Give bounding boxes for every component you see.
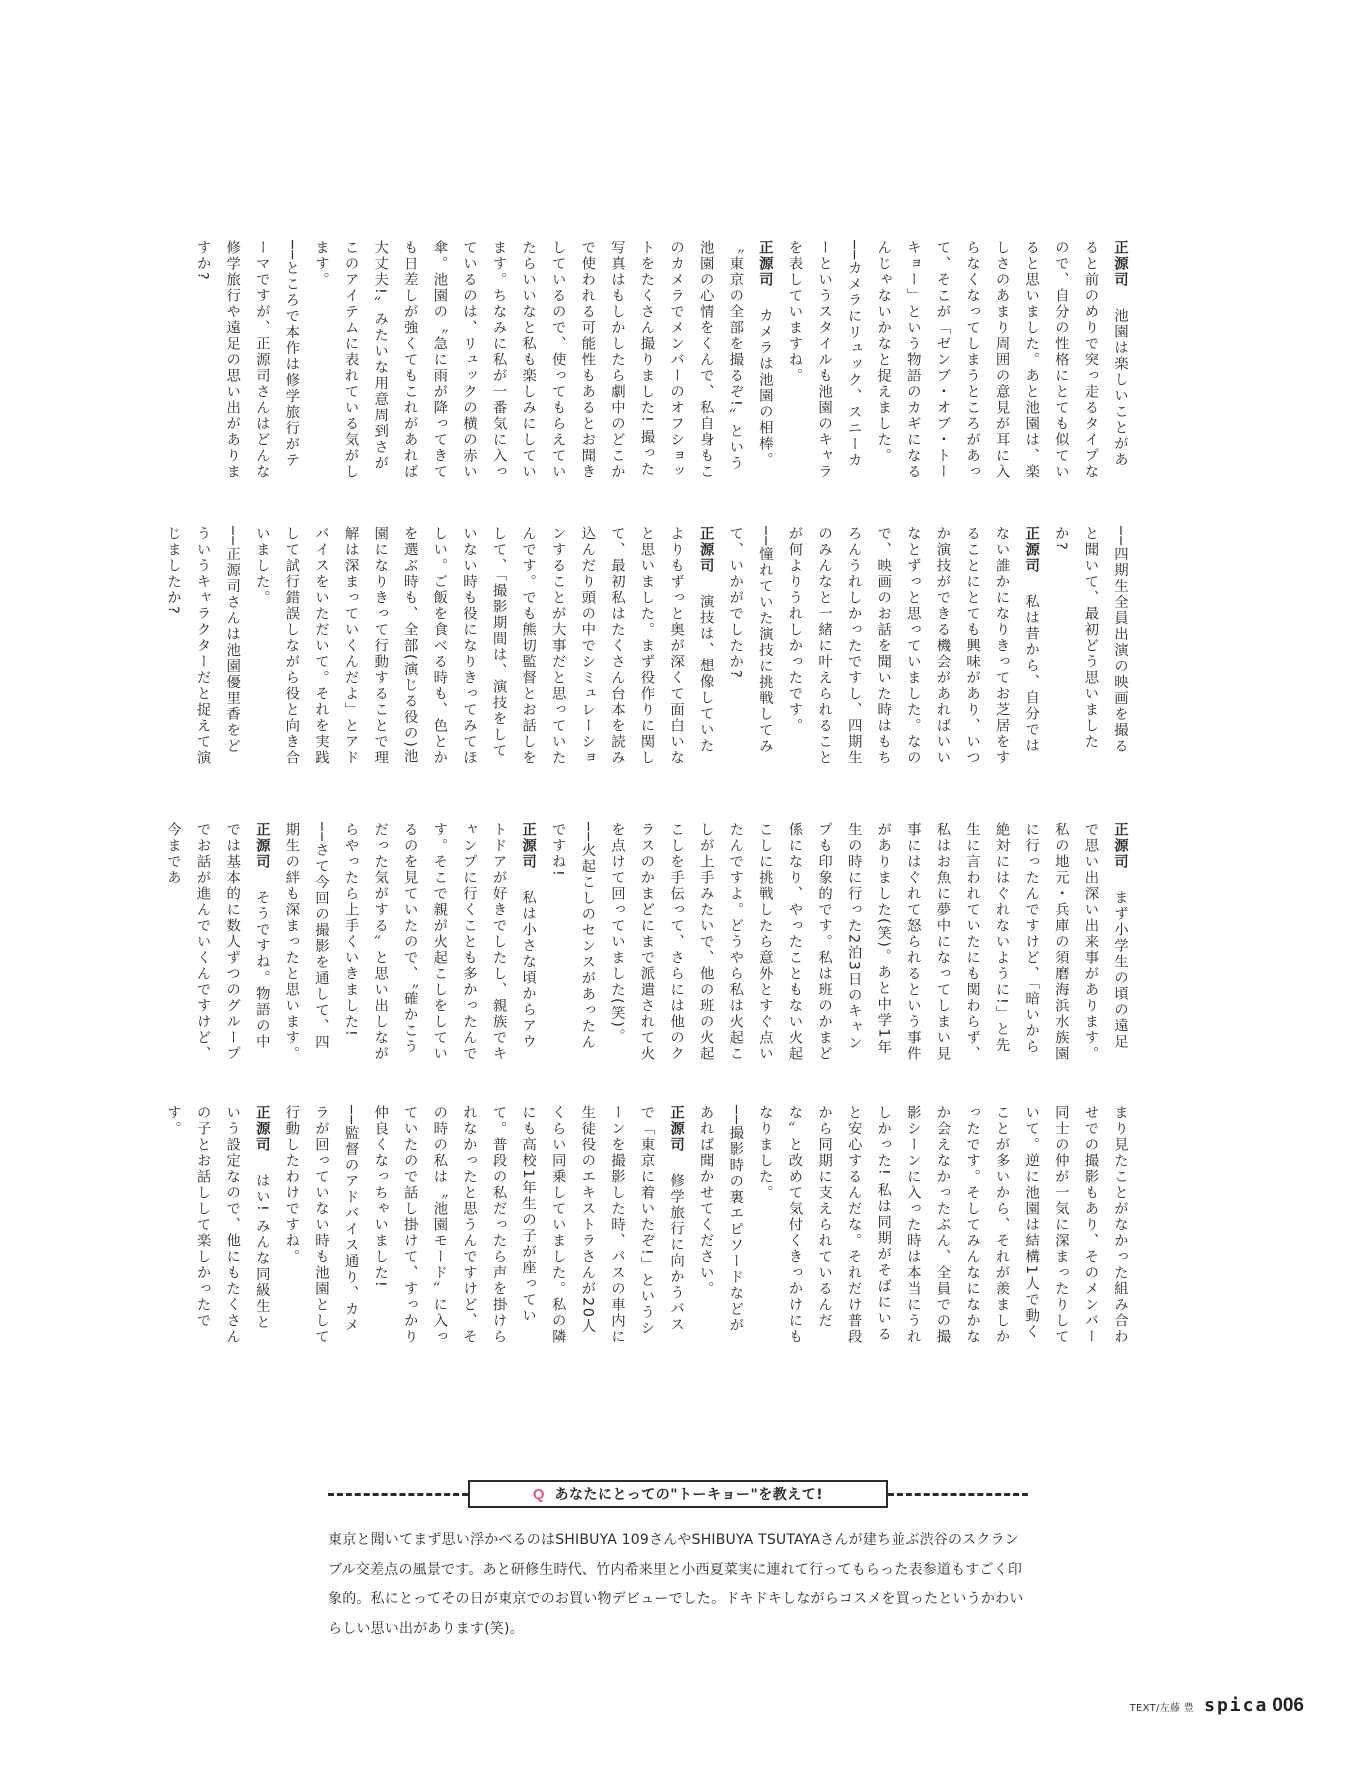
qa-title-box — [468, 1480, 888, 1508]
speaker-label: 正源司 — [668, 1105, 685, 1153]
interview-tier-2 — [165, 526, 1134, 766]
speaker-paragraph — [157, 1105, 275, 1345]
question-paragraph: ──憧れていた演技に挑戦してみて、いかがでしたか? — [727, 526, 773, 755]
question-paragraph: ──火起こしのセンスがあったんですね! — [549, 822, 596, 1051]
speaker-paragraph — [335, 822, 542, 1062]
speaker-paragraph — [868, 240, 1134, 480]
speaker-paragraph — [246, 526, 720, 766]
question-paragraph: ──監督のアドバイス通り、カメラが回っていない時も池園として行動したわけですね。 — [283, 1105, 359, 1345]
speaker-label: 正源司 — [1023, 526, 1040, 574]
question-paragraph: ──正源司さんは池園優里香をどういうキャラクターだと捉えて演じましたか? — [165, 526, 241, 766]
interview-tier-3 — [165, 822, 1134, 1062]
dashed-rule-right — [888, 1493, 1028, 1496]
speaker-paragraph — [365, 1105, 691, 1345]
question-paragraph: ──カメラにリュック、スニーカーというスタイルも池園のキャラを表していますね。 — [786, 240, 862, 480]
speaker-label: 正源司 — [253, 822, 270, 870]
answer-text: 修学旅行に向かうバスで「東京に着いたぞ!」というシーンを撮影した時、バスの車内に生徒役のエキストラさんが20人くらい同乗していました。私の隣にも高校1年生の子が座っていて。普段の私だったら声を掛けられなかったと思うんですけど、その時の私は〝池園モード〟に入っていたので話し掛けて、すっかり仲良くなっちゃいました! — [372, 1105, 685, 1345]
speaker-label: 正源司 — [520, 822, 537, 870]
answer-text: まり見たことがなかった組み合わせでの撮影もあり、そのメンバー同士の仲が一気に深まったりしていて。逆に池園は結構1人で動くことが多いから、それが羨ましかったです。そしてみんなになかなか会えなかったぶん、全員での撮影シーンに入った時は本当にうれしかった! 私は同期がそばにいると安心するんだな。それだけ普段から同期に支えられているんだな〟と改めて気付くきっかけにもなりました。 — [756, 1105, 1128, 1345]
answer-text: 私は小さな頃からアウトドアが好きでしたし、親族でキャンプに行くことも多かったんです。そこで親が火起こしをしているのを見ていたので、〝確かこうだった気がする〟と思い出しながらやったら上手くいきました! — [342, 822, 537, 1062]
qa-title: あなたにとっての"トーキョー"を教えて! — [554, 1487, 824, 1503]
speaker-label: 正源司 — [1112, 822, 1128, 870]
answer-text: そうですね。物語の中では基本的に数人ずつのグループでお話が進んでいくんですけど、今まであ — [165, 822, 270, 1062]
text-credit: TEXT/左藤 豊 — [1129, 1703, 1195, 1714]
interview-tier-1 — [194, 240, 1134, 480]
speaker-paragraph — [305, 240, 779, 480]
page-footer — [1130, 1695, 1304, 1717]
continued-paragraph — [749, 1105, 1134, 1345]
dashed-rule-left — [328, 1493, 468, 1496]
interview-tier-4 — [165, 1105, 1134, 1345]
answer-text: 私は昔から、自分ではない誰かになりきってお芝居をすることにとても興味があり、いつか演技ができる機会があればいいなとずっと思っていました。なので、映画のお話を聞いた時はもちろんうれしかったですし、四期生のみんなと一緒に叶えられることが何よりうれしかったです。 — [786, 526, 1040, 766]
q-mark-icon: Q — [532, 1485, 545, 1503]
answer-text: 演技は、想像していたよりもずっと奥が深くて面白いなと思いました。まず役作りに関して、最初私はたくさん台本を読み込んだり頭の中でシミュレーションすることが大事だと思っていたんです。でも熊切監督とお話しをして、「撮影期間は、演技をしていない時も役になりきってみてほしい。ご飯を食べる時も、色とかを選ぶ時も、全部(演じる役の)池園になりきって行動することで理解は深まっていくんだよ」とアドバイスをいただいて。それを実践して試行錯誤しながら役と向き合いました。 — [253, 526, 714, 766]
answer-text: カメラは池園の相棒。〝東京の全部を撮るぞ!〟という池園の心情をくんで、私自身もこのカメラでメンバーのオフショットをたくさん撮りました! 撮った写真はもしかしたら劇中のどこかで使われる可能性もあるとお聞きしているので、使ってもらえていたらいいなと私も楽しみにしています。ちなみに私が一番気に入っているのは、リュックの横の赤い傘。池園の〝急に雨が降ってきても日差しが強くてもこれがあれば大丈夫!〟みたいな用意周到さがこのアイテムに表れている気がします。 — [312, 240, 773, 480]
question-paragraph: ──さて今回の撮影を通して、四期生の絆も深まったと思います。 — [283, 822, 329, 1062]
qa-answer: 東京と聞いてまず思い浮かべるのはSHIBUYA 109さんやSHIBUYA TSUTAYAさんが建ち並ぶ渋谷のスクランブル交差点の風景です。あと研修生時代、竹内希来里と小西夏菜実に連れて行ってもらった表参道もすごく印象的。私にとってその日が東京でのお買い物デビューでした。ドキドキしながらコスメを買ったというかわいらしい思い出があります(笑)。 — [328, 1532, 1024, 1637]
speaker-paragraph — [601, 822, 1134, 1062]
question-paragraph: ──ところで本作は修学旅行がテーマですが、正源司さんはどんな修学旅行や遠足の思い出がありますか? — [194, 240, 300, 480]
question-paragraph: ──撮影時の裏エピソードなどがあれば聞かせてください。 — [697, 1105, 744, 1334]
speaker-label: 正源司 — [1112, 240, 1128, 288]
speaker-paragraph — [779, 526, 1045, 766]
speaker-paragraph — [157, 822, 275, 1062]
speaker-label: 正源司 — [253, 1105, 270, 1153]
speaker-label: 正源司 — [756, 240, 773, 288]
qa-header — [328, 1480, 1028, 1510]
answer-text: はい! みんな同級生という設定なので、他にもたくさんの子とお話しして楽しかったです。 — [165, 1105, 270, 1345]
speaker-label: 正源司 — [697, 526, 714, 574]
page-number: 006 — [1272, 1695, 1304, 1716]
answer-text: まず小学生の頃の遠足で思い出深い出来事があります。私の地元・兵庫の須磨海浜水族園に行ったんですけど、「暗いから絶対にはぐれないように!」と先生に言われていたにも関わらず、私はお魚に夢中になってしまい見事にはぐれて怒られるという事件がありました(笑)。あと中学1年生の時に行った2泊3日のキャンプも印象的です。私は班のかまど係になり、やったこともない火起こしに挑戦したら意外とすぐ点いたんですよ。どうやら私は火起こしが上手みたいで、他の班の火起こしを手伝って、さらには他のクラスのかまどにまで派遣されて火を点けて回っていました(笑)。 — [608, 822, 1128, 1062]
answer-text: 池園は楽しいことがあると前のめりで突っ走るタイプなので、自分の性格にとても似ていると思いました。あと池園は、楽しさのあまり周囲の意見が耳に入らなくなってしまうところがあって、そこが「ゼンブ・オブ・トーキョー」という物語のカギになるんじゃないかなと捉えました。 — [875, 240, 1128, 480]
question-paragraph: ──四期生全員出演の映画を撮ると聞いて、最初どう思いましたか? — [1052, 526, 1128, 755]
magazine-name: spica — [1204, 1695, 1269, 1716]
